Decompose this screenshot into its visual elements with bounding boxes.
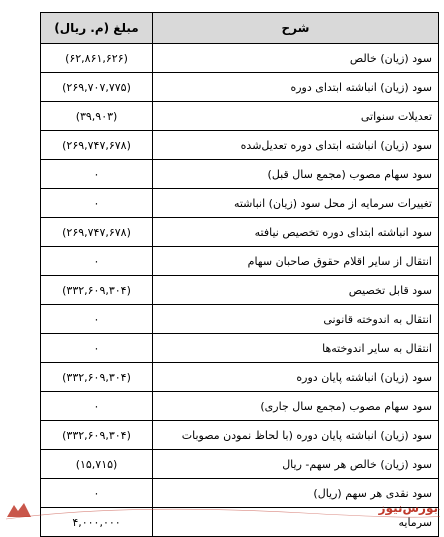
row-amount: ۰ xyxy=(41,247,153,276)
row-description: سود نقدی هر سهم (ریال) xyxy=(153,479,439,508)
row-amount: (۲۶۹,۷۰۷,۷۷۵) xyxy=(41,73,153,102)
row-amount: (۲۶۹,۷۴۷,۶۷۸) xyxy=(41,218,153,247)
watermark xyxy=(4,499,440,523)
row-amount: (۳۳۲,۶۰۹,۳۰۴) xyxy=(41,363,153,392)
table-row xyxy=(41,276,439,305)
row-amount: ۰ xyxy=(41,479,153,508)
description-header: شرح xyxy=(153,13,439,44)
row-amount: (۳۹,۹۰۳) xyxy=(41,102,153,131)
table-row xyxy=(41,392,439,421)
table-row xyxy=(41,131,439,160)
row-description: سود (زیان) انباشته ابتدای دوره xyxy=(153,73,439,102)
row-description: تعدیلات سنواتی xyxy=(153,102,439,131)
row-description: سود انباشته ابتدای دوره تخصیص نیافته xyxy=(153,218,439,247)
table-row xyxy=(41,102,439,131)
row-amount: (۳۳۲,۶۰۹,۳۰۴) xyxy=(41,421,153,450)
table-row xyxy=(41,305,439,334)
row-description: تغییرات سرمایه از محل سود (زیان) انباشته xyxy=(153,189,439,218)
row-description: سود قابل تخصیص xyxy=(153,276,439,305)
watermark-logo-icon xyxy=(4,499,34,521)
table-row xyxy=(41,218,439,247)
row-description: سود سهام مصوب (مجمع سال جاری) xyxy=(153,392,439,421)
table-row xyxy=(41,189,439,218)
row-description: سود (زیان) انباشته پایان دوره (با لحاظ نمودن مصوبات xyxy=(153,421,439,450)
row-amount: (۶۲,۸۶۱,۶۲۶) xyxy=(41,44,153,73)
row-amount: ۰ xyxy=(41,189,153,218)
row-amount: (۱۵,۷۱۵) xyxy=(41,450,153,479)
table-row xyxy=(41,363,439,392)
row-amount: (۳۳۲,۶۰۹,۳۰۴) xyxy=(41,276,153,305)
row-description: انتقال به اندوخته قانونی xyxy=(153,305,439,334)
financial-table xyxy=(40,12,439,537)
row-amount: ۰ xyxy=(41,305,153,334)
row-description: انتقال به سایر اندوخته‌ها xyxy=(153,334,439,363)
row-description: سود (زیان) انباشته ابتدای دوره تعدیل‌شده xyxy=(153,131,439,160)
row-description: سود (زیان) خالص هر سهم- ریال xyxy=(153,450,439,479)
amount-header: مبلغ (م. ریال) xyxy=(41,13,153,44)
row-description: سود سهام مصوب (مجمع سال قبل) xyxy=(153,160,439,189)
row-description: سود (زیان) انباشته پایان دوره xyxy=(153,363,439,392)
row-amount: (۲۶۹,۷۴۷,۶۷۸) xyxy=(41,131,153,160)
table-header-row xyxy=(41,13,439,44)
watermark-swoosh xyxy=(4,499,440,523)
row-description: سود (زیان) خالص xyxy=(153,44,439,73)
watermark-text: بورس‌نیوز xyxy=(378,501,438,515)
row-amount: ۰ xyxy=(41,160,153,189)
table-row xyxy=(41,334,439,363)
table-row xyxy=(41,247,439,276)
row-amount: ۴,۰۰۰,۰۰۰ xyxy=(41,508,153,537)
row-amount: ۰ xyxy=(41,392,153,421)
table-row xyxy=(41,421,439,450)
row-description: سرمایه xyxy=(153,508,439,537)
row-amount: ۰ xyxy=(41,334,153,363)
table-row xyxy=(41,450,439,479)
row-description: انتقال از سایر اقلام حقوق صاحبان سهام xyxy=(153,247,439,276)
table-row xyxy=(41,160,439,189)
table-row xyxy=(41,44,439,73)
table-row xyxy=(41,73,439,102)
